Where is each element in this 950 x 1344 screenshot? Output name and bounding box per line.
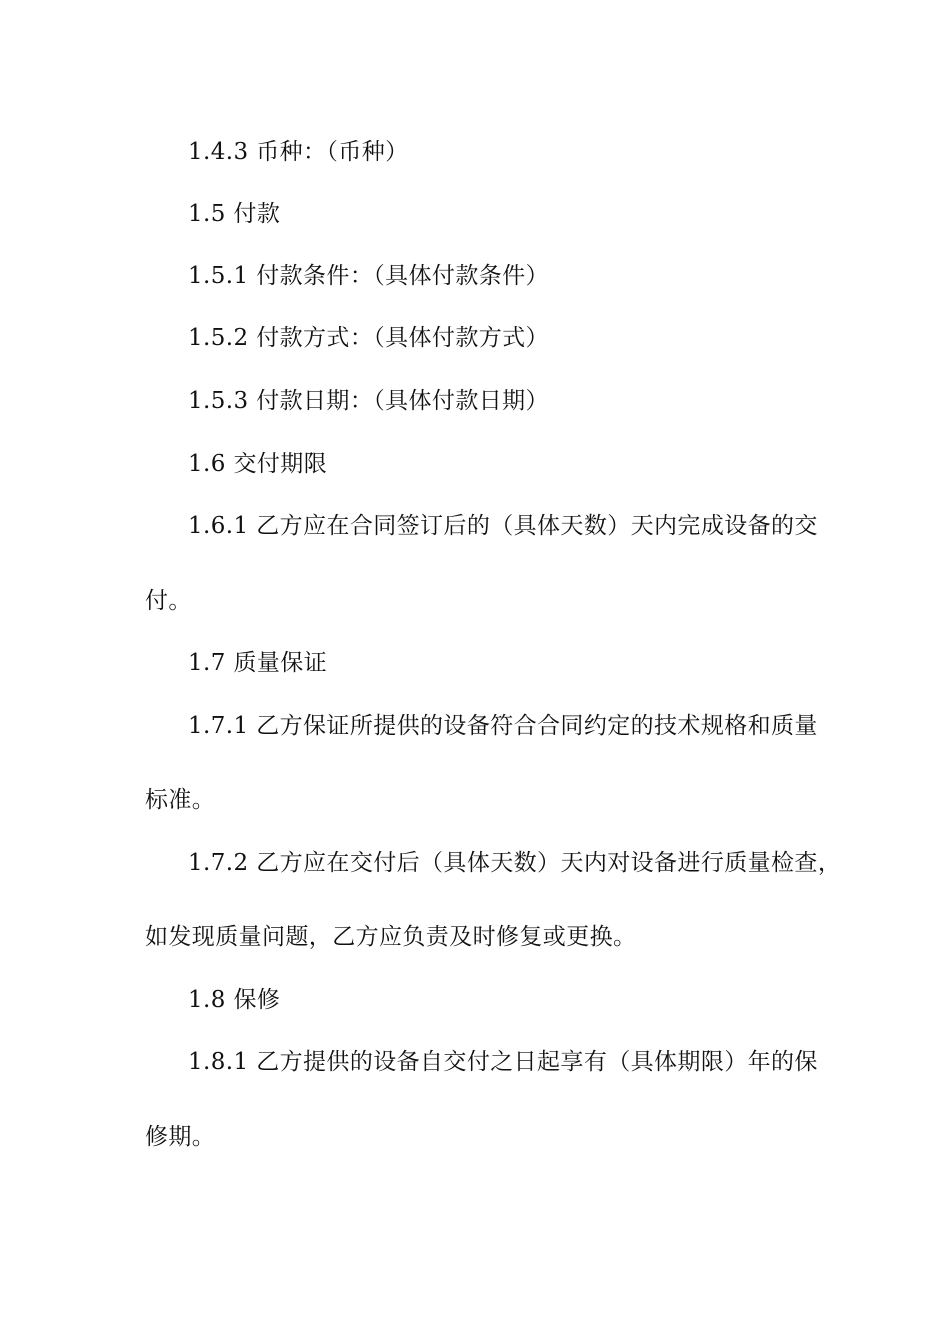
clause-1-4-3: 1.4.3 币种：（币种）	[188, 139, 409, 165]
clause-1-5-1: 1.5.1 付款条件：（具体付款条件）	[188, 263, 549, 289]
heading-1-5: 1.5 付款	[188, 201, 281, 227]
clause-1-5-2: 1.5.2 付款方式：（具体付款方式）	[188, 325, 549, 351]
heading-1-8: 1.8 保修	[188, 987, 281, 1013]
clause-1-7-2: 1.7.2 乙方应在交付后（具体天数）天内对设备进行质量检查，	[188, 850, 842, 876]
clause-1-6-1-continuation: 付。	[145, 588, 192, 614]
clause-1-7-1: 1.7.1 乙方保证所提供的设备符合合同约定的技术规格和质量	[188, 713, 818, 739]
heading-1-7: 1.7 质量保证	[188, 650, 328, 676]
clause-1-6-1: 1.6.1 乙方应在合同签订后的（具体天数）天内完成设备的交	[188, 513, 818, 539]
clause-1-8-1: 1.8.1 乙方提供的设备自交付之日起享有（具体期限）年的保	[188, 1049, 818, 1075]
clause-1-8-1-continuation: 修期。	[145, 1124, 216, 1150]
clause-1-7-1-continuation: 标准。	[145, 787, 216, 813]
heading-1-6: 1.6 交付期限	[188, 451, 328, 477]
clause-1-7-2-continuation: 如发现质量问题，乙方应负责及时修复或更换。	[145, 924, 637, 950]
clause-1-5-3: 1.5.3 付款日期：（具体付款日期）	[188, 388, 549, 414]
